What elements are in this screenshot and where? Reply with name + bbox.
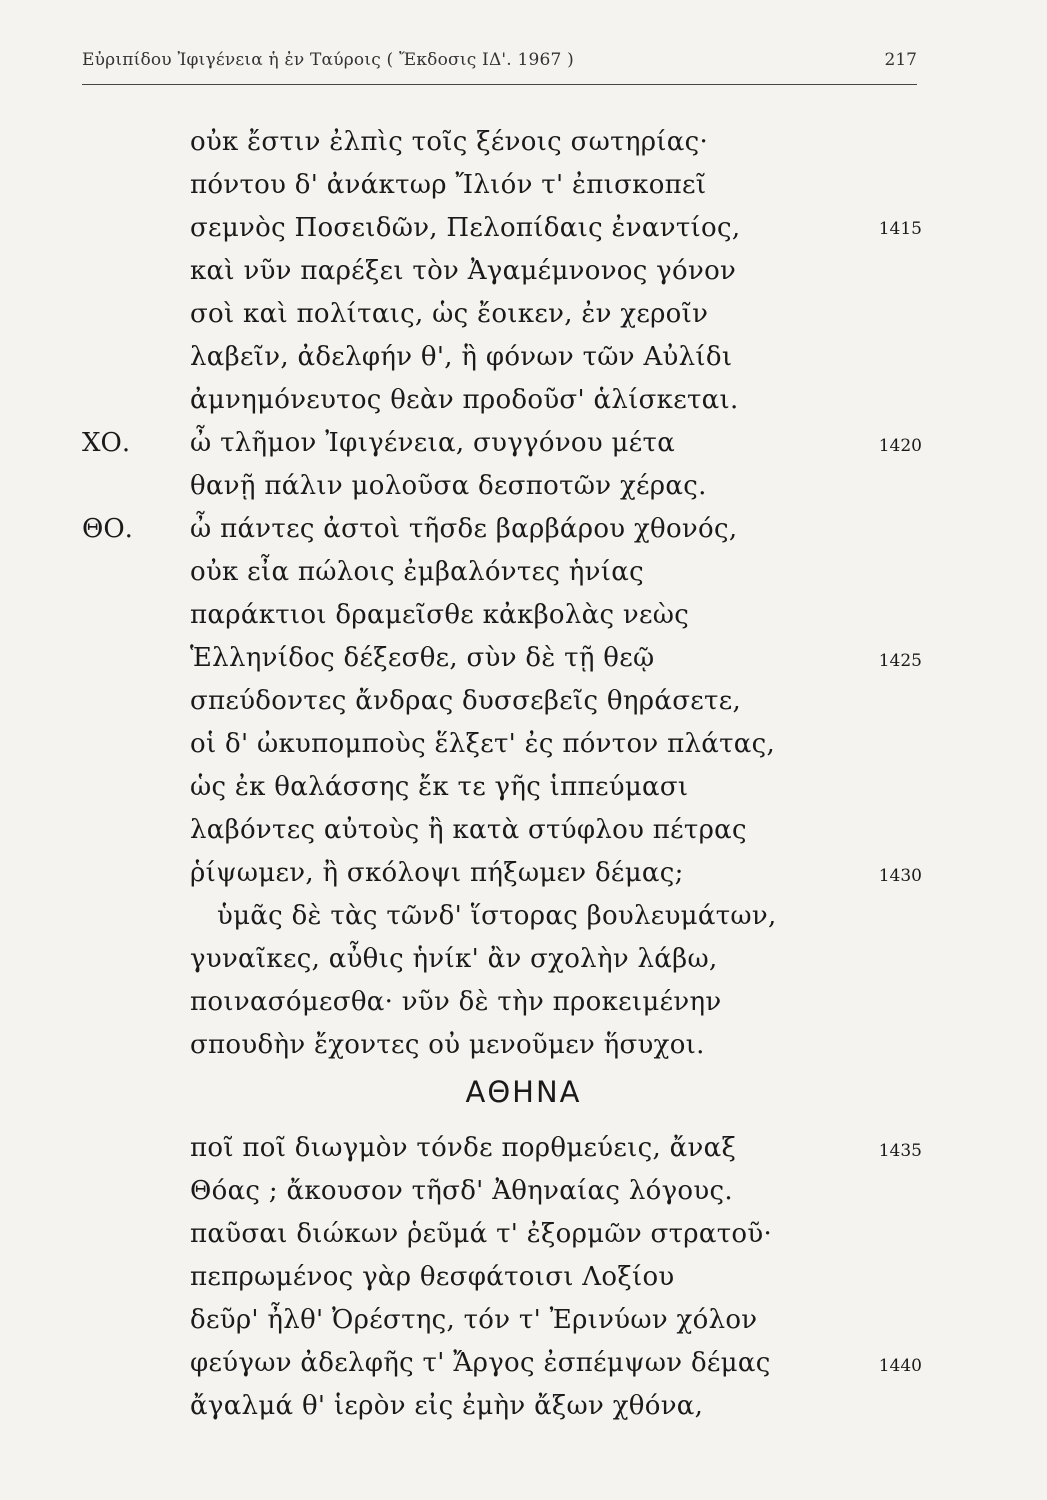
verse-line: ῥίψωμεν, ἢ σκόλοψι πήξωμεν δέμας; xyxy=(190,858,684,888)
verse-line: πόντου δ' ἀνάκτωρ Ἴλιόν τ' ἐπισκοπεῖ xyxy=(190,170,707,200)
line-number: 1415 xyxy=(878,219,922,239)
line-number: 1440 xyxy=(878,1356,922,1376)
speaker-label: ΘΟ. xyxy=(82,514,133,544)
verse-line: σπεύδοντες ἄνδρας δυσσεβεῖς θηράσετε, xyxy=(190,686,742,716)
verse-line: ἀμνημόνευτος θεὰν προδοῦσ' ἁλίσκεται. xyxy=(190,385,739,415)
verse-line: ποινασόμεσθα· νῦν δὲ τὴν προκειμένην xyxy=(190,987,722,1017)
verse-line: Θόας ; ἄκουσον τῆσδ' Ἀθηναίας λόγους. xyxy=(190,1176,733,1206)
verse-line: οὐκ εἶα πώλοις ἐμβαλόντες ἡνίας xyxy=(190,557,644,587)
verse-line: γυναῖκες, αὖθις ἡνίκ' ἂν σχολὴν λάβω, xyxy=(190,944,718,974)
speaker-label: ΧΟ. xyxy=(82,428,131,458)
verse-line: ὦ τλῆμον Ἰφιγένεια, συγγόνου μέτα xyxy=(190,428,676,458)
line-number: 1435 xyxy=(878,1141,922,1161)
verse-line: ποῖ ποῖ διωγμὸν τόνδε πορθμεύεις, ἄναξ xyxy=(190,1133,737,1163)
verse-line: θανῇ πάλιν μολοῦσα δεσποτῶν χέρας. xyxy=(190,471,707,501)
verse-line: σοὶ καὶ πολίταις, ὡς ἔοικεν, ἐν χεροῖν xyxy=(190,299,709,329)
verse-line: παῦσαι διώκων ῥεῦμά τ' ἐξορμῶν στρατοῦ· xyxy=(190,1219,773,1249)
verse-line: λαβόντες αὐτοὺς ἢ κατὰ στύφλου πέτρας xyxy=(190,815,747,845)
header-rule xyxy=(82,84,917,85)
verse-line: σεμνὸς Ποσειδῶν, Πελοπίδαις ἐναντίος, xyxy=(190,213,741,243)
speaker-heading: ΑΘΗΝΑ xyxy=(465,1075,582,1109)
line-number: 1425 xyxy=(878,651,922,671)
header-title: Εὐριπίδου Ἰφιγένεια ἡ ἐν Ταύροις ( Ἔκδοσις ΙΔ'. 1967 ) xyxy=(82,50,574,70)
verse-line: ὦ πάντες ἀστοὶ τῆσδε βαρβάρου χθονός, xyxy=(190,514,738,544)
line-number: 1420 xyxy=(878,436,922,456)
verse-line: πεπρωμένος γὰρ θεσφάτοισι Λοξίου xyxy=(190,1262,675,1292)
verse-line: παράκτιοι δραμεῖσθε κἀκβολὰς νεὼς xyxy=(190,600,690,630)
page-number: 217 xyxy=(884,50,917,70)
verse-line: οὐκ ἔστιν ἐλπὶς τοῖς ξένοις σωτηρίας· xyxy=(190,127,709,157)
verse-line: ὑμᾶς δὲ τὰς τῶνδ' ἵστορας βουλευμάτων, xyxy=(217,901,777,931)
verse-line: σπουδὴν ἔχοντες οὐ μενοῦμεν ἥσυχοι. xyxy=(190,1030,705,1060)
verse-line: λαβεῖν, ἀδελφήν θ', ἣ φόνων τῶν Αὐλίδι xyxy=(190,342,733,372)
verse-line: καὶ νῦν παρέξει τὸν Ἀγαμέμνονος γόνον xyxy=(190,256,737,286)
line-number: 1430 xyxy=(878,866,922,886)
verse-line: ὡς ἐκ θαλάσσης ἔκ τε γῆς ἱππεύμασι xyxy=(190,772,689,802)
verse-line: ἄγαλμά θ' ἱερὸν εἰς ἐμὴν ἄξων χθόνα, xyxy=(190,1391,704,1421)
verse-line: δεῦρ' ἦλθ' Ὀρέστης, τόν τ' Ἐρινύων χόλον xyxy=(190,1305,758,1335)
verse-line: φεύγων ἀδελφῆς τ' Ἄργος ἐσπέμψων δέμας xyxy=(190,1348,771,1378)
verse-line: Ἑλληνίδος δέξεσθε, σὺν δὲ τῇ θεῷ xyxy=(190,643,655,673)
verse-line: οἱ δ' ὠκυπομποὺς ἕλξετ' ἐς πόντον πλάτας, xyxy=(190,729,776,759)
